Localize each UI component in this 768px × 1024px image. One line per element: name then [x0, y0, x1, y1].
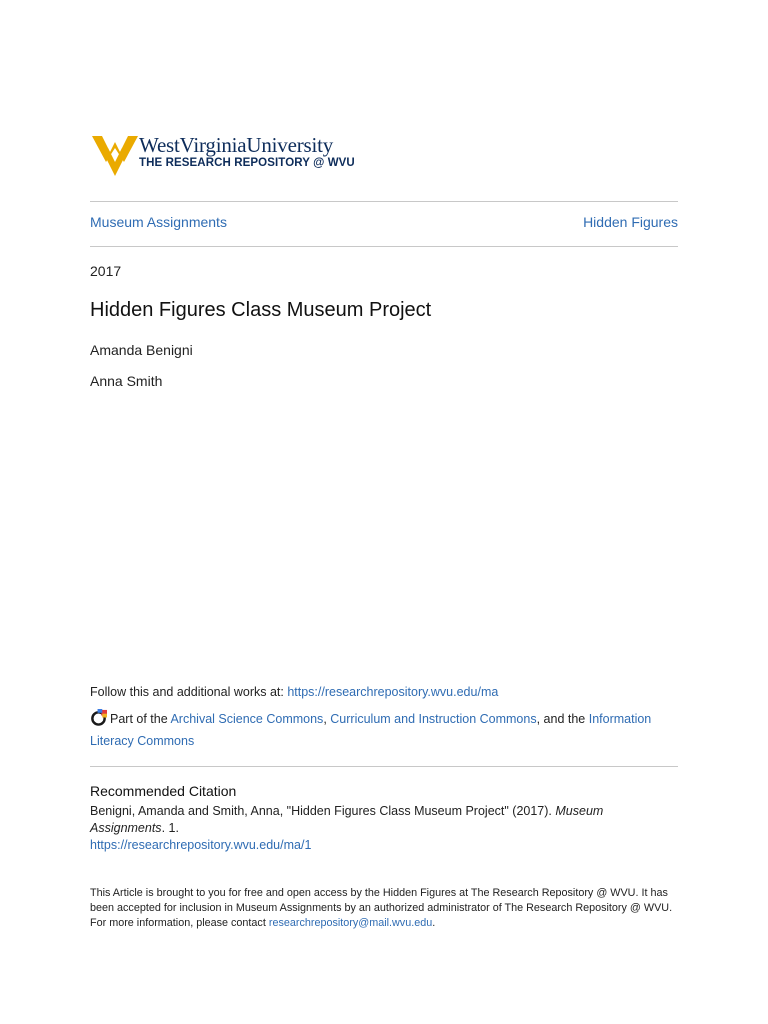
divider-top: [90, 201, 678, 202]
article-title: Hidden Figures Class Museum Project: [90, 299, 432, 321]
university-name: WestVirginiaUniversity: [139, 133, 334, 157]
publication-year: 2017: [90, 263, 122, 279]
collection-link[interactable]: Hidden Figures: [583, 214, 678, 230]
citation-journal: Museum Assignments: [90, 804, 604, 835]
archival-science-commons-link[interactable]: Archival Science Commons: [170, 712, 324, 726]
citation-heading: Recommended Citation: [90, 783, 237, 799]
citation-text: Benigni, Amanda and Smith, Anna, "Hidden Figures Class Museum Project" (2017).: [90, 804, 556, 818]
wvu-logo[interactable]: [92, 132, 362, 178]
divider-nav: [90, 246, 678, 247]
author-name: Amanda Benigni: [90, 342, 193, 358]
divider-citation: [90, 766, 678, 767]
citation-body: [90, 803, 678, 854]
wvu-flying-wv-icon: [92, 132, 138, 178]
separator: , and the: [536, 712, 589, 726]
citation-url-link[interactable]: https://researchrepository.wvu.edu/ma/1: [90, 838, 312, 852]
citation-suffix: . 1.: [161, 821, 179, 835]
curriculum-instruction-commons-link[interactable]: Curriculum and Instruction Commons: [330, 712, 537, 726]
follow-line: [90, 685, 678, 699]
separator: ,: [323, 712, 331, 726]
author-name: Anna Smith: [90, 373, 163, 389]
series-link[interactable]: Museum Assignments: [90, 214, 227, 230]
part-of-commons: [90, 708, 678, 752]
information-literacy-commons-link[interactable]: Information Literacy Commons: [90, 712, 652, 748]
series-url-link[interactable]: https://researchrepository.wvu.edu/ma: [287, 685, 499, 699]
follow-prefix: Follow this and additional works at:: [90, 685, 288, 699]
contact-email-link[interactable]: researchrepository@mail.wvu.edu: [268, 917, 433, 929]
access-notice: [90, 886, 678, 931]
access-notice-text: This Article is brought to you for free and open access by the Hidden Figures at The Research Repository @ WVU. It has been accepted for inclusion in Museum Assignments by an authorized administrator of The Research Repository @ WVU. For more information, please contact: [90, 887, 673, 929]
access-notice-end: .: [432, 917, 436, 929]
open-access-icon: [90, 709, 107, 726]
part-of-prefix: Part of the: [110, 712, 171, 726]
repository-name: THE RESEARCH REPOSITORY @ WVU: [139, 157, 355, 169]
